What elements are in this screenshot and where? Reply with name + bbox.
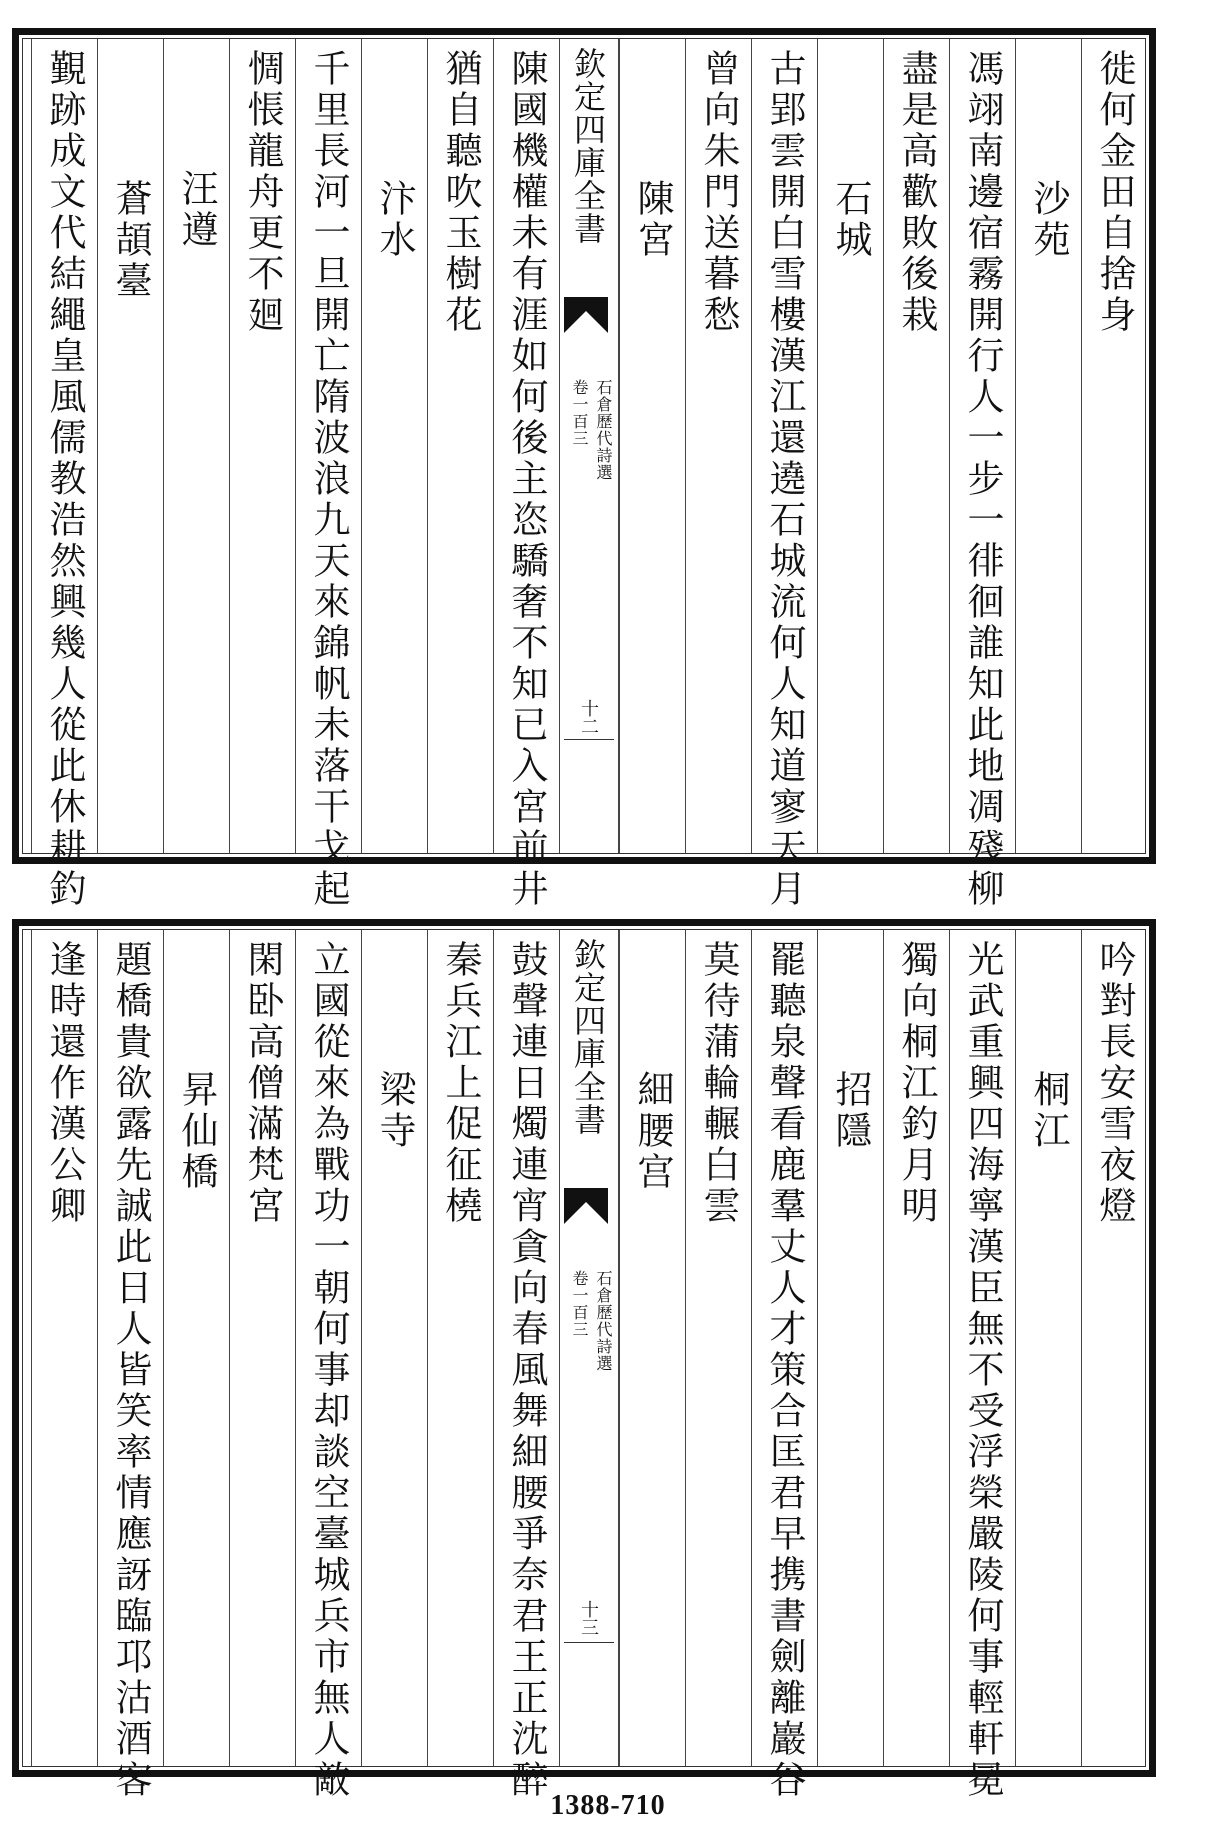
text-column [619,39,685,853]
text-column [949,930,1015,1801]
poem-title: 蒼頡臺 [109,179,152,302]
verse-line: 獨向桐江釣月明 [895,940,938,1227]
verse-line: 秦兵江上促征橈 [439,940,482,1227]
page-frame [22,38,1146,910]
verse-line: 題橋貴欲露先誠此日人皆笑率情應訝臨邛沽酒客 [109,940,152,1801]
divider [564,739,614,740]
divider [564,1642,614,1643]
text-column [949,39,1015,910]
verse-line: 古郢雲開白雪樓漢江還遶石城流何人知道寥天月 [763,49,806,910]
verse-line: 馮翊南邊宿霧開行人一步一徘徊誰知此地凋殘柳 [961,49,1004,910]
text-column [1015,930,1081,1766]
text-column [1015,39,1081,853]
verse-line: 陳國機權未有涯如何後主恣驕奢不知已入宮前井 [505,49,548,910]
volume-label: 卷一百三 [570,379,589,447]
verse-line: 徙何金田自捨身 [1093,49,1136,336]
poem-title: 昇仙橋 [175,1070,218,1193]
verse-line: 罷聽泉聲看鹿羣丈人才策合匡君早携書劍離巖谷 [763,940,806,1801]
center-fold-column [559,930,619,1766]
text-column [493,930,559,1801]
text-column [361,930,427,1766]
book-title: 欽定四庫全書 [569,47,607,245]
verse-line: 光武重興四海寧漢臣無不受浮榮嚴陵何事輕軒冕 [961,940,1004,1801]
folio-number: 十二 [578,699,599,735]
text-column [229,930,295,1766]
book-title: 欽定四庫全書 [569,938,607,1136]
poem-title: 石城 [829,179,872,261]
verse-line: 立國從來為戰功一朝何事却談空臺城兵市無人敵 [307,940,350,1801]
author-name: 汪遵 [175,169,218,251]
text-column [883,930,949,1766]
verse-line: 鼓聲連日燭連宵貪向春風舞細腰爭奈君王正沈醉 [505,940,548,1801]
text-column [31,930,97,1766]
fish-tail-mark-icon [564,1188,608,1224]
poem-title: 招隱 [829,1070,872,1152]
verse-line: 曾向朱門送暮愁 [697,49,740,336]
text-column [229,39,295,853]
text-column [97,930,163,1801]
verse-line: 盡是高歡敗後栽 [895,49,938,336]
fish-tail-mark-icon [564,297,608,333]
text-column [295,39,361,910]
page-number: 1388-710 [550,1790,666,1821]
text-column [685,39,751,853]
text-column [31,39,97,910]
poem-title: 桐江 [1027,1070,1070,1152]
poem-title: 梁寺 [373,1070,416,1152]
poem-title: 沙苑 [1027,179,1070,261]
folio-number: 十三 [578,1600,599,1636]
verse-line: 吟對長安雪夜燈 [1093,940,1136,1227]
volume-label: 卷一百三 [570,1270,589,1338]
collection-title: 石倉歷代詩選 [594,1270,613,1372]
verse-line: 惆悵龍舟更不廻 [241,49,284,336]
poem-title: 細腰宫 [631,1070,674,1193]
text-column [295,930,361,1801]
poem-title: 陳宮 [631,179,674,261]
text-column [883,39,949,853]
text-column [97,39,163,853]
text-column [361,39,427,853]
text-column [163,930,229,1766]
page-top [12,28,1156,910]
text-column [163,39,229,853]
verse-line: 閑卧高僧滿梵宮 [241,940,284,1227]
verse-line: 逢時還作漢公卿 [43,940,86,1227]
text-column [817,930,883,1766]
verse-line: 猶自聽吹玉樹花 [439,49,482,336]
text-column [427,39,493,853]
text-column [619,930,685,1766]
verse-line: 覲跡成文代結繩皇風儒教浩然興幾人從此休耕釣 [43,49,86,910]
page-frame [22,929,1146,1801]
text-column [427,930,493,1766]
center-fold-column [559,39,619,853]
text-column [751,930,817,1801]
text-column [1081,39,1147,853]
text-column [1081,930,1147,1766]
page-bottom [12,919,1156,1801]
collection-title: 石倉歷代詩選 [594,379,613,481]
verse-line: 莫待蒲輪輾白雲 [697,940,740,1227]
poem-title: 汴水 [373,179,416,261]
verse-line: 千里長河一旦開亡隋波浪九天來錦帆未落干戈起 [307,49,350,910]
text-column [817,39,883,853]
text-column [751,39,817,910]
text-column [685,930,751,1766]
text-column [493,39,559,910]
